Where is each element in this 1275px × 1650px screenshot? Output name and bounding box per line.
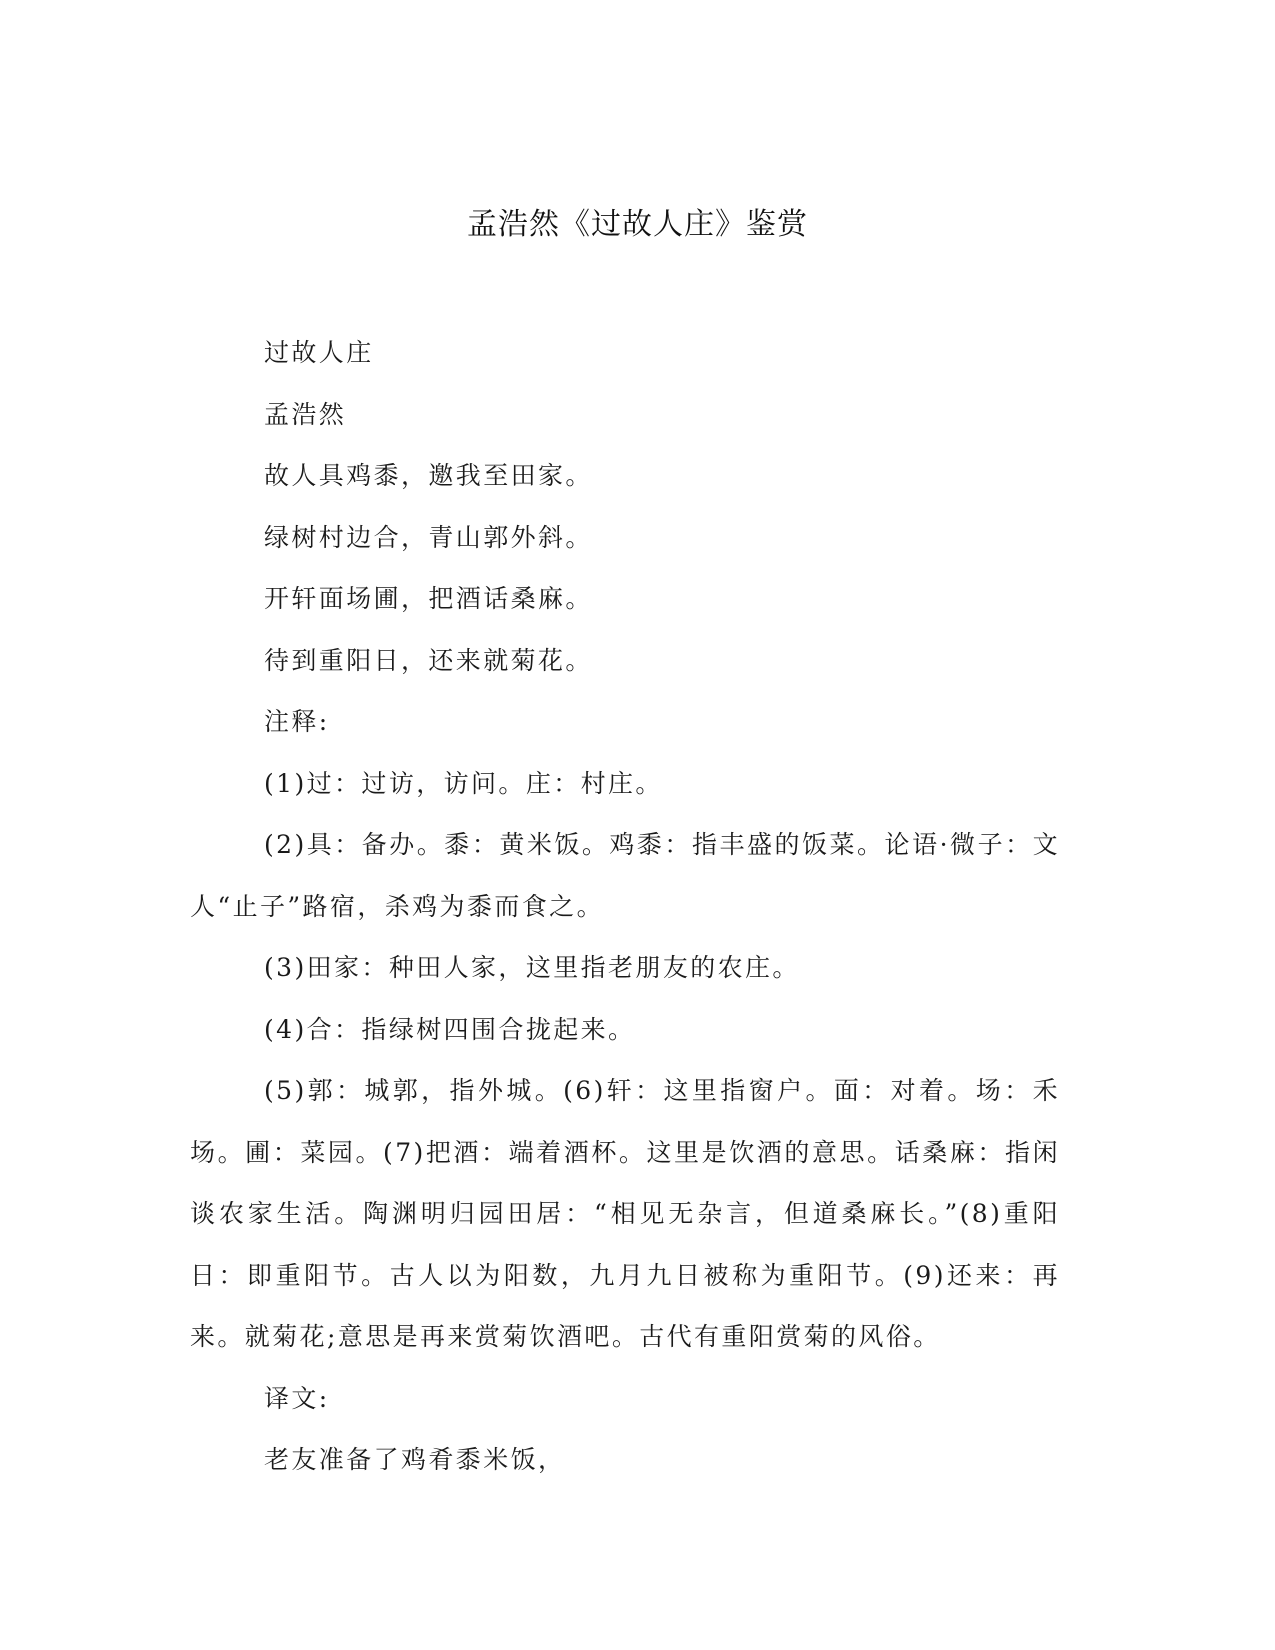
document-body: [190, 322, 1060, 1491]
poem-title: 过故人庄: [264, 338, 374, 367]
notes-heading: 注释:: [264, 707, 330, 736]
poem-line-2: 绿树村边合，青山郭外斜。: [264, 522, 593, 552]
note-3: (3)田家：种田人家，这里指老朋友的农庄。: [264, 953, 800, 982]
poem-line-3: 开轩面场圃，把酒话桑麻。: [264, 584, 593, 613]
poem-author: 孟浩然: [264, 399, 347, 429]
note-1: (1)过：过访，访问。庄：村庄。: [264, 768, 663, 798]
note-5-to-9: (5)郭：城郭，指外城。(6)轩：这里指窗户。面：对着。场：禾场。圃：菜园。(7)把酒：端着酒杯。这里是饮酒的意思。话桑麻：指闲谈农家生活。陶渊明归园田居：“相见无杂言，但道桑麻长。”(8)重阳日：即重阳节。古人以为阳数，九月九日被称为重阳节。(9)还来：再来。就菊花;意思是再来赏菊饮酒吧。古代有重阳赏菊的风俗。: [190, 1076, 1060, 1351]
note-4: (4)合：指绿树四围合拢起来。: [264, 1014, 636, 1044]
translation-line-1: 老友准备了鸡肴黍米饭，: [264, 1445, 566, 1474]
poem-line-1: 故人具鸡黍，邀我至田家。: [264, 461, 593, 490]
document-title: 孟浩然《过故人庄》鉴赏: [467, 207, 808, 242]
note-2: (2)具：备办。黍：黄米饭。鸡黍：指丰盛的饭菜。论语·微子：文人“止子”路宿，杀鸡为黍而食之。: [190, 830, 1060, 921]
poem-line-4: 待到重阳日，还来就菊花。: [264, 645, 593, 675]
translation-heading: 译文:: [264, 1383, 330, 1413]
